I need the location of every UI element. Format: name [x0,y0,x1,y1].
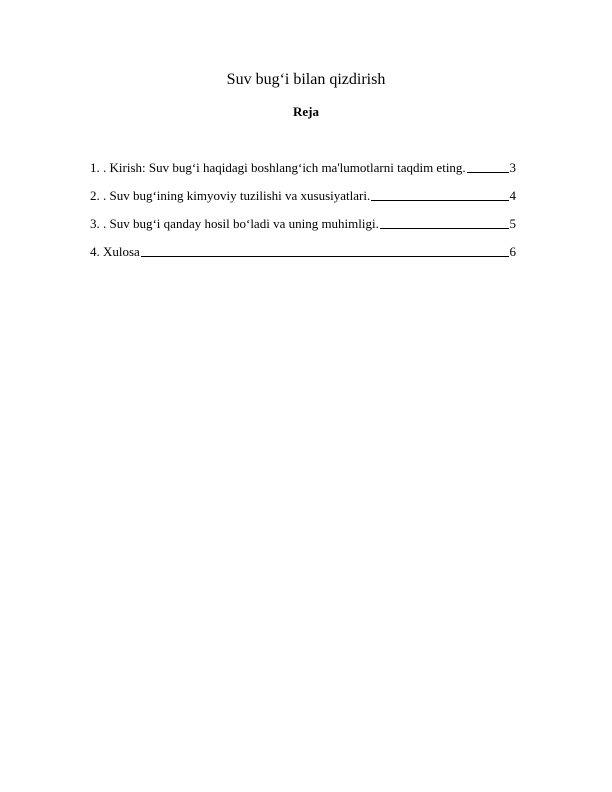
document-subtitle: Reja [293,104,319,119]
toc-leader-line [371,200,508,201]
toc-entry-text: 1. . Kirish: Suv bug‘i haqidagi boshlang‘ich ma'lumotlarni taqdim eting. [90,160,466,175]
toc-entry-text: 3. . Suv bug‘i qanday hosil bo‘ladi va uning muhimligi. [90,216,379,231]
toc-entry-text: 4. Xulosa [90,244,140,259]
table-of-contents [90,159,516,271]
toc-leader-line [380,228,509,229]
toc-entry-2 [90,187,516,205]
toc-entry-3 [90,215,516,233]
toc-leader-line [141,256,509,257]
toc-page-number: 3 [509,160,516,175]
toc-entry-1 [90,159,516,177]
toc-entry-4 [90,243,516,261]
toc-page-number: 6 [509,244,516,259]
toc-leader-line [467,172,509,173]
document-title: Suv bug‘i bilan qizdirish [226,71,386,88]
toc-page-number: 4 [509,188,516,203]
toc-page-number: 5 [509,216,516,231]
toc-entry-text: 2. . Suv bug‘ining kimyoviy tuzilishi va xususiyatlari. [90,188,371,203]
